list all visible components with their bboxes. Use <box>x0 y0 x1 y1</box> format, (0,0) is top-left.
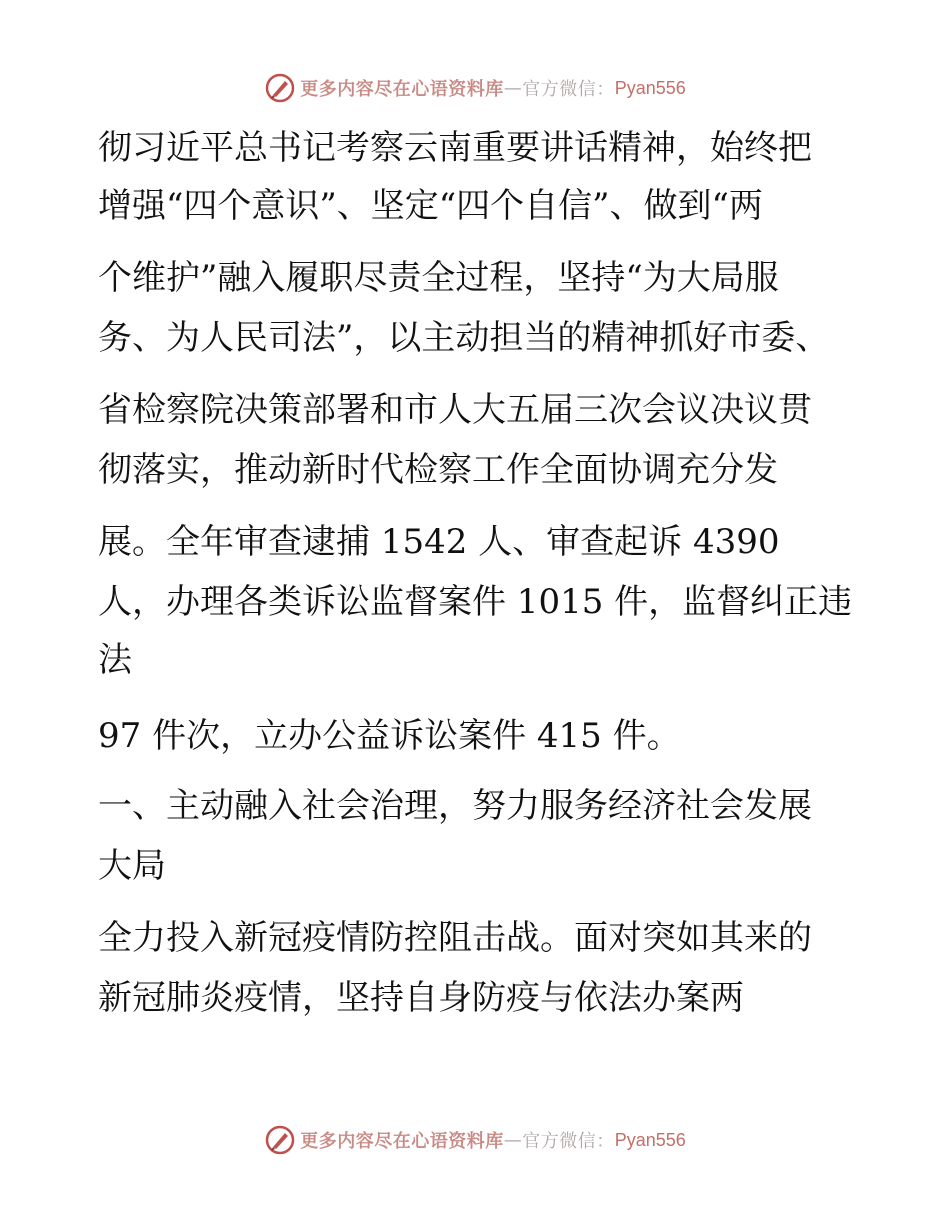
watermark-wechat-label: 官方微信： <box>522 79 615 100</box>
section-heading: 一、主动融入社会治理，努力服务经济社会发展 <box>98 786 812 826</box>
body-line: 务、为人民司法”，以主动担当的精神抓好市委、 <box>98 318 830 358</box>
body-line: 彻习近平总书记考察云南重要讲话精神，始终把 <box>98 128 812 168</box>
body-line: 法 <box>98 640 132 680</box>
body-line: 彻落实，推动新时代检察工作全面协调充分发 <box>98 450 778 490</box>
pen-logo-icon <box>264 1124 296 1156</box>
body-line: 省检察院决策部署和市人大五届三次会议决议贯 <box>98 390 812 430</box>
watermark-wechat-id: Pyan556 <box>614 77 686 98</box>
watermark-separator: — <box>503 1129 523 1151</box>
watermark-separator: — <box>503 77 523 99</box>
section-heading-continued: 大局 <box>98 846 166 886</box>
body-line: 新冠肺炎疫情，坚持自身防疫与依法办案两 <box>98 978 744 1018</box>
body-line: 增强“四个意识”、坚定“四个自信”、做到“两 <box>98 186 763 226</box>
body-line: 展。全年审查逮捕 1542 人、审查起诉 4390 <box>98 522 780 562</box>
watermark-wechat-id: Pyan556 <box>614 1129 686 1150</box>
footer-watermark <box>0 1124 950 1156</box>
body-line: 人，办理各类诉讼监督案件 1015 件，监督纠正违 <box>98 582 853 622</box>
watermark-title: 更多内容尽在心语资料库 <box>300 1131 504 1152</box>
watermark-wechat-label: 官方微信： <box>522 1131 615 1152</box>
body-line: 全力投入新冠疫情防控阻击战。面对突如其来的 <box>98 918 812 958</box>
pen-logo-icon <box>264 72 296 104</box>
header-watermark <box>0 72 950 104</box>
watermark-title: 更多内容尽在心语资料库 <box>300 79 504 100</box>
body-line: 97 件次，立办公益诉讼案件 415 件。 <box>98 716 681 756</box>
body-line: 个维护”融入履职尽责全过程，坚持“为大局服 <box>98 258 779 298</box>
